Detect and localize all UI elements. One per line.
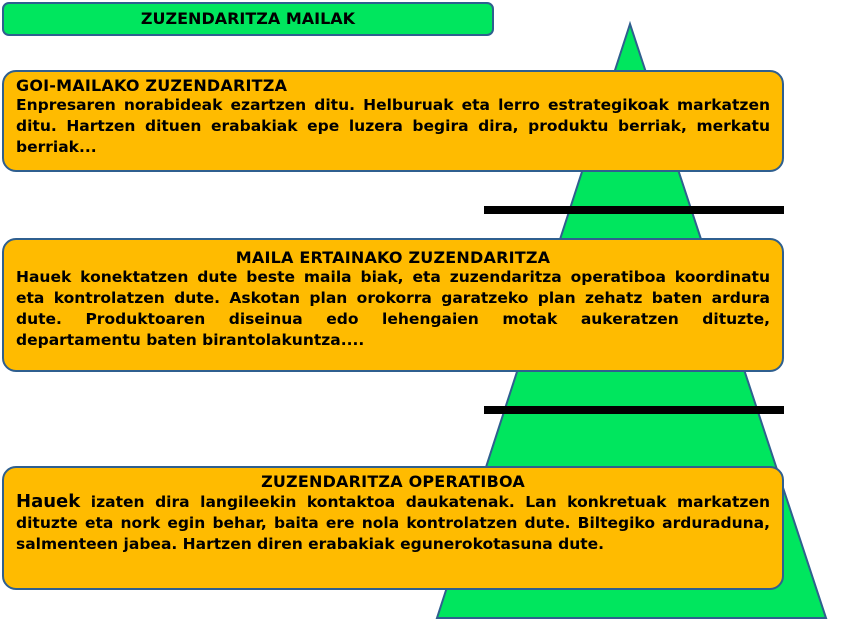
level-text-top-management: Enpresaren norabideak ezartzen ditu. Helburuak eta lerro estrategikoak markatzen ditu. Hartzen dituen erabakiak epe luzera begira dira, produktu berriak, merkatu berriak... [16,96,770,156]
level-text-operational-management [16,491,770,555]
level-title-operational-management: ZUZENDARITZA OPERATIBOA [261,472,525,491]
level-title-middle-management: MAILA ERTAINAKO ZUZENDARITZA [235,248,551,267]
level-box-top-management [2,70,784,172]
level-box-middle-management [2,238,784,372]
level-divider-top [484,206,784,214]
level-lead-word: Hauek [16,491,81,512]
level-box-operational-management [2,466,784,590]
level-text-body: izaten dira langileekin kontaktoa daukatenak. Lan konkretuak markatzen dituzte eta nork egin behar, baita ere nola kontrolatzen dute. Biltegiko arduraduna, salmenteen jabea. Hartzen diren erabakiak egunerokotasuna dute. [16,493,770,553]
level-title-top-management: GOI-MAILAKO ZUZENDARITZA [16,76,288,95]
diagram-title: ZUZENDARITZA MAILAK [2,2,494,36]
level-divider-bottom [484,406,784,414]
level-text-middle-management: Hauek konektatzen dute beste maila biak, eta zuzendaritza operatiboa koordinatu eta kontrolatzen dute. Askotan plan orokorra garatzeko plan zehatz baten ardura dute. Produktoaren diseinua edo lehengaien motak aukeratzen dituzte, departamentu baten birantolakuntza.... [16,268,770,349]
